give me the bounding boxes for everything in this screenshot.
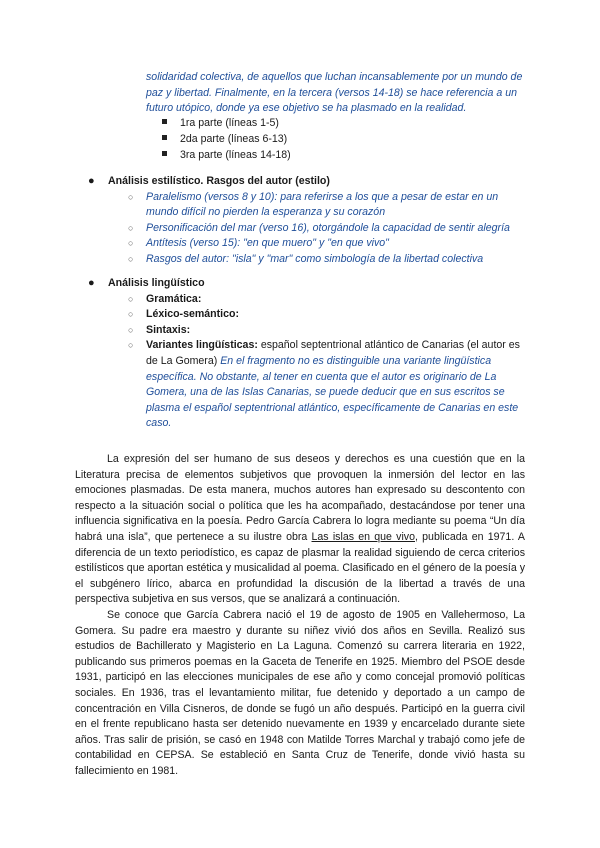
list-item: 2da parte (líneas 6-13) — [162, 132, 462, 148]
list-item: ○ Léxico-semántico: — [128, 307, 528, 323]
square-bullet-icon — [162, 119, 167, 124]
list-item: 1ra parte (líneas 1-5) — [162, 116, 462, 132]
circle-bullet-icon: ○ — [128, 222, 134, 233]
body-text — [75, 452, 525, 779]
book-title: Las islas en que vivo — [311, 530, 415, 543]
section-heading: ● Análisis estilístico. Rasgos del autor (estilo) — [88, 174, 528, 190]
list-item: 3ra parte (líneas 14-18) — [162, 148, 462, 164]
paragraph: La expresión del ser humano de sus deseos y derechos es una cuestión que en la Literatura precisa de elementos subjetivos que provoquen la inmersión del lector en las emociones plasmadas. De esta manera, muchos autores han expresado su descontento con respecto a la situación social o política que les ha acompañado, destacándose por tener una influencia significativa en la poesía. Pedro García Cabrera lo logra mediante su poema “Un día habrá una isla”, que pertenece a su ilustre obra Las islas en que vivo, publicada en 1971. A diferencia de un texto periodístico, es capaz de plasmar la realidad siguiendo de cerca criterios estilísticos que aportan estética y musicalidad al poema. Clasificado en el género de la poesía y el subgénero lírico, abarca en profundidad la discusión de la libertad a través de una perspectiva subjetiva en sus versos, que se analizará a continuación. — [75, 453, 525, 606]
circle-bullet-icon: ○ — [128, 238, 134, 249]
parts-list — [162, 116, 462, 164]
paragraph: Se conoce que García Cabrera nació el 19 de agosto de 1905 en Vallehermoso, La Gomera. Su padre era maestro y durante su niñez vivió dos años en Sevilla. Realizó sus estudios de Bachillerato y Magisterio en La Laguna. Comenzó su carrera literaria en 1922, publicando sus primeros poemas en la Gaceta de Tenerife en 1925. Miembro del PSOE desde 1931, participó en las elecciones municipales de ese año y como concejal promovió políticas sociales. En 1936, tras el levantamiento militar, fue detenido y deportado a un campo de concentración en Villa Cisneros, de donde se fugó un año después. Participó en la guerra civil en el frente republicano hasta ser detenido nuevamente en 1939 y encarcelado durante siete años. Tras salir de prisión, se casó en 1948 con Matilde Torres Marchal y trabajó como jefe de contabilidad en CEPSA. Se estableció en Santa Cruz de Tenerife, donde vivió hasta su fallecimiento en 1981. — [75, 608, 525, 777]
square-bullet-icon — [162, 151, 167, 156]
list-item: ○ Rasgos del autor: "isla" y "mar" como simbología de la libertad colectiva — [128, 252, 528, 268]
list-item: ○ Antítesis (verso 15): "en que muero" y "en que vivo" — [128, 236, 528, 252]
section-heading: ● Análisis lingüístico — [88, 276, 528, 292]
circle-bullet-icon: ○ — [128, 293, 134, 304]
circle-bullet-icon: ○ — [128, 253, 134, 264]
circle-bullet-icon: ○ — [128, 309, 134, 320]
list-item: ○ Gramática: — [128, 292, 528, 308]
bullet-icon: ● — [88, 175, 95, 187]
list-item: ○ Personificación del mar (verso 16), otorgándole la capacidad de sentir alegría — [128, 221, 528, 237]
bullet-icon: ● — [88, 277, 95, 289]
intro-continuation: solidaridad colectiva, de aquellos que luchan incansablemente por un mundo de paz y libertad. Finalmente, en la tercera (versos 14-18) se hace referencia a un futuro utópico, donde ya ese objetivo se ha plasmado en la realidad. — [146, 71, 523, 115]
square-bullet-icon — [162, 135, 167, 140]
list-item: ○ Variantes lingüísticas: español septentrional atlántico de Canarias (el autor es de La Gomera) En el fragmento no es distinguible una variante lingüística específica. No obstante, al tener en cuenta que el autor es originario de La Gomera, una de las Islas Canarias, se puede deducir que en sus escritos se plasma el español septentrional atlántico, específicamente de Canarias en este caso. — [128, 339, 520, 430]
list-item: ○ Paralelismo (versos 8 y 10): para referirse a los que a pesar de estar en un mundo difícil no pierden la esperanza y su corazón — [128, 190, 499, 219]
stylistic-section — [88, 174, 528, 268]
circle-bullet-icon: ○ — [128, 340, 134, 351]
circle-bullet-icon: ○ — [128, 191, 134, 202]
list-item: ○ Sintaxis: — [128, 323, 528, 339]
linguistic-section — [88, 276, 528, 432]
circle-bullet-icon: ○ — [128, 324, 134, 335]
